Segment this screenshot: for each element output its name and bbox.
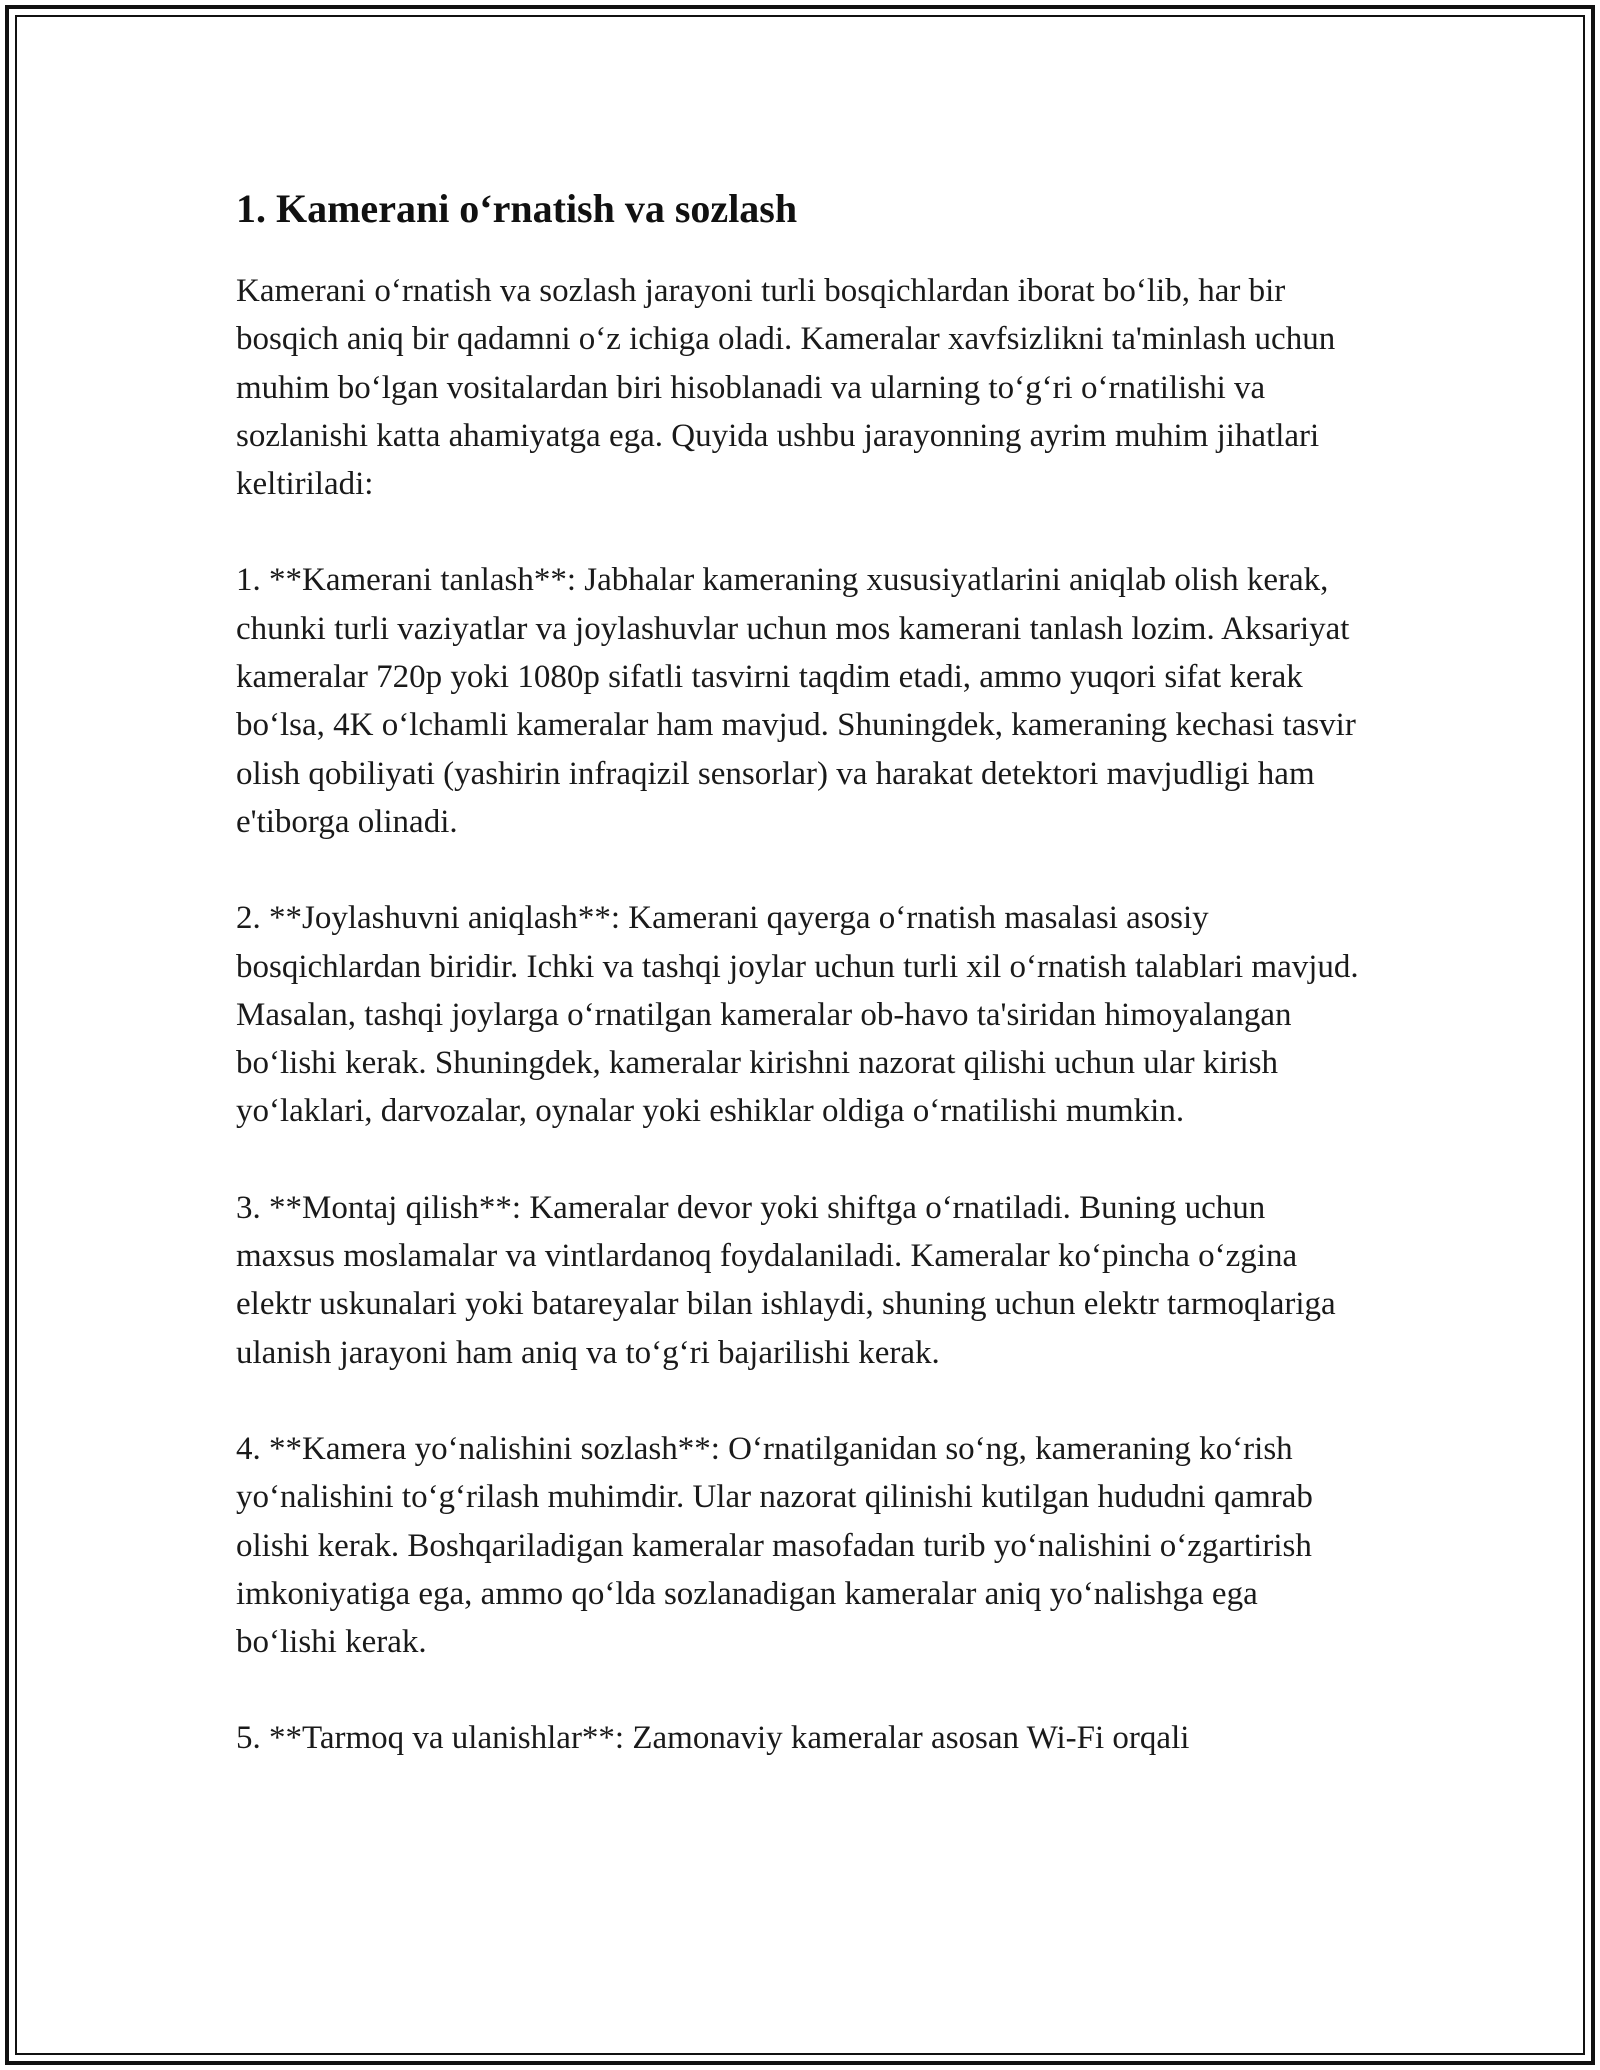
document-body xyxy=(236,185,1366,1811)
list-item-camera-selection: 1. **Kamerani tanlash**: Jabhalar kameraning xususiyatlarini aniqlab olish kerak, chunki turli vaziyatlar va joylashuvlar uchun mos kamerani tanlash lozim. Aksariyat kameralar 720p yoki 1080p sifatli tasvirni taqdim etadi, ammo yuqori sifat kerak bo‘lsa, 4K o‘lchamli kameralar ham mavjud. Shuningdek, kameraning kechasi tasvir olish qobiliyati (yashirin infraqizil sensorlar) va harakat detektori mavjudligi ham e'tiborga olinadi. xyxy=(236,562,1356,840)
list-item-mounting: 3. **Montaj qilish**: Kameralar devor yoki shiftga o‘rnatiladi. Buning uchun maxsus moslamalar va vintlardanoq foydalaniladi. Kameralar ko‘pincha o‘zgina elektr uskunalari yoki batareyalar bilan ishlaydi, shuning uchun elektr tarmoqlariga ulanish jarayoni ham aniq va to‘g‘ri bajarilishi kerak. xyxy=(236,1189,1336,1371)
list-item-network: 5. **Tarmoq va ulanishlar**: Zamonaviy kameralar asosan Wi-Fi orqali xyxy=(236,1720,1190,1757)
intro-paragraph: Kamerani o‘rnatish va sozlash jarayoni turli bosqichlardan iborat bo‘lib, har bir bosqich aniq bir qadamni o‘z ichiga oladi. Kameralar xavfsizlikni ta'minlash uchun muhim bo‘lgan vositalardan biri hisoblanadi va ularning to‘g‘ri o‘rnatilishi va sozlanishi katta ahamiyatga ega. Quyida ushbu jarayonning ayrim muhim jihatlari keltiriladi: xyxy=(236,273,1336,503)
list-item-direction: 4. **Kamera yo‘nalishini sozlash**: O‘rnatilganidan so‘ng, kameraning ko‘rish yo‘nalishini to‘g‘rilash muhimdir. Ular nazorat qilinishi kutilgan hududni qamrab olishi kerak. Boshqariladigan kameralar masofadan turib yo‘nalishini o‘zgartirish imkoniyatiga ega, ammo qo‘lda sozlanadigan kameralar aniq yo‘nalishga ega bo‘lishi kerak. xyxy=(236,1430,1313,1661)
section-heading: 1. Kamerani o‘rnatish va sozlash xyxy=(236,186,798,231)
list-item-location: 2. **Joylashuvni aniqlash**: Kamerani qayerga o‘rnatish masalasi asosiy bosqichlardan biridir. Ichki va tashqi joylar uchun turli xil o‘rnatish talablari mavjud. Masalan, tashqi joylarga o‘rnatilgan kameralar ob-havo ta'siridan himoyalangan bo‘lishi kerak. Shuningdek, kameralar kirishni nazorat qilishi uchun ular kirish yo‘laklari, darvozalar, oynalar yoki eshiklar oldiga o‘rnatilishi mumkin. xyxy=(236,900,1359,1130)
